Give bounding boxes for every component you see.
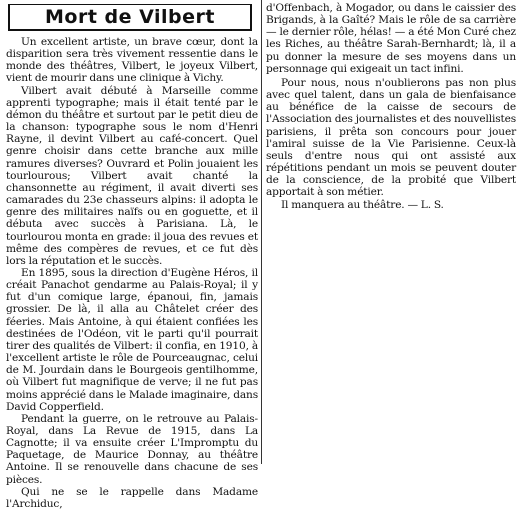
paragraph: Qui ne se le rappelle dans Madame l'Archiduc, (6, 485, 258, 510)
column-divider (261, 0, 262, 464)
paragraph: Un excellent artiste, un brave cœur, dont la disparition sera très vivement ressentie dans le monde des théâtres, Vilbert, le joyeux Vilbert, vient de mourir dans une clinique à Vichy. (6, 36, 258, 85)
headline-box (8, 4, 252, 31)
paragraph: Vilbert avait débuté à Marseille comme apprenti typographe; mais il était tenté par le démon du théâtre et surtout par le petit dieu de la chanson: typographe sous le nom d'Henri Rayne, il devint Vilbert au café-concert. Quel genre choisir dans cette branche aux mille ramures diverses? Ouvrard et Polin jouaient les tourlourous; Vilbert avait chanté la chansonnette au régiment, il avait diverti ses camarades du 23e chasseurs alpins: il adopta le genre des militaires naïfs ou en goguette, et il débuta avec succès à Parisiana. Là, le tourlourou monta en grade: il joua des revues et même des compères de revues, et ce fut dès lors la réputation et le succès. (6, 84, 258, 267)
paragraph: Pour nous, nous n'oublierons pas non plus avec quel talent, dans un gala de bienfaisance au bénéfice de la caisse de secours de l'Association des journalistes et des nouvellistes parisiens, il prêta son concours pour jouer l'amiral suisse de la Vie Parisienne. Ceux-là seuls d'entre nous qui ont assisté aux répétitions pendant un mois se peuvent douter de la conscience, de la probité que Vilbert apportait à son métier. (266, 76, 516, 199)
paragraph: Pendant la guerre, on le retrouve au Palais-Royal, dans La Revue de 1915, dans La Cagnotte; il va ensuite créer L'Impromptu du Paquetage, de Maurice Donnay, au théâtre Antoine. Il se renouvelle dans chacune de ses pièces. (6, 412, 258, 486)
article-title: Mort de Vilbert (45, 6, 215, 28)
paragraph: d'Offenbach, à Mogador, ou dans le caissier des Brigands, à la Gaîté? Mais le rôle de sa carrière — le dernier rôle, hélas! — a été Mon Curé chez les Riches, au théâtre Sarah-Bernhardt; là, il a pu donner la mesure de ses moyens dans un personnage qui exigeait un tact infini. (266, 2, 516, 75)
paragraph: En 1895, sous la direction d'Eugène Héros, il créait Panachot gendarme au Palais-Royal; il y fut d'un comique large, épanoui, fin, jamais grossier. De là, il alla au Châtelet créer des féeries. Mais Antoine, à qui étaient confiées les destinées de l'Odéon, vit le parti qu'il pourrait tirer des qualités de Vilbert: il confia, en 1910, à l'excellent artiste le rôle de Pourceaugnac, celui de M. Jourdain dans le Bourgeois gentilhomme, où Vilbert fut magnifique de verve; il ne fut pas moins apprécié dans le Malade imaginaire, dans David Copperfield. (6, 266, 258, 413)
left-column (6, 36, 258, 510)
right-column (266, 2, 516, 211)
signature-line: Il manquera au théâtre. — L. S. (281, 198, 444, 211)
